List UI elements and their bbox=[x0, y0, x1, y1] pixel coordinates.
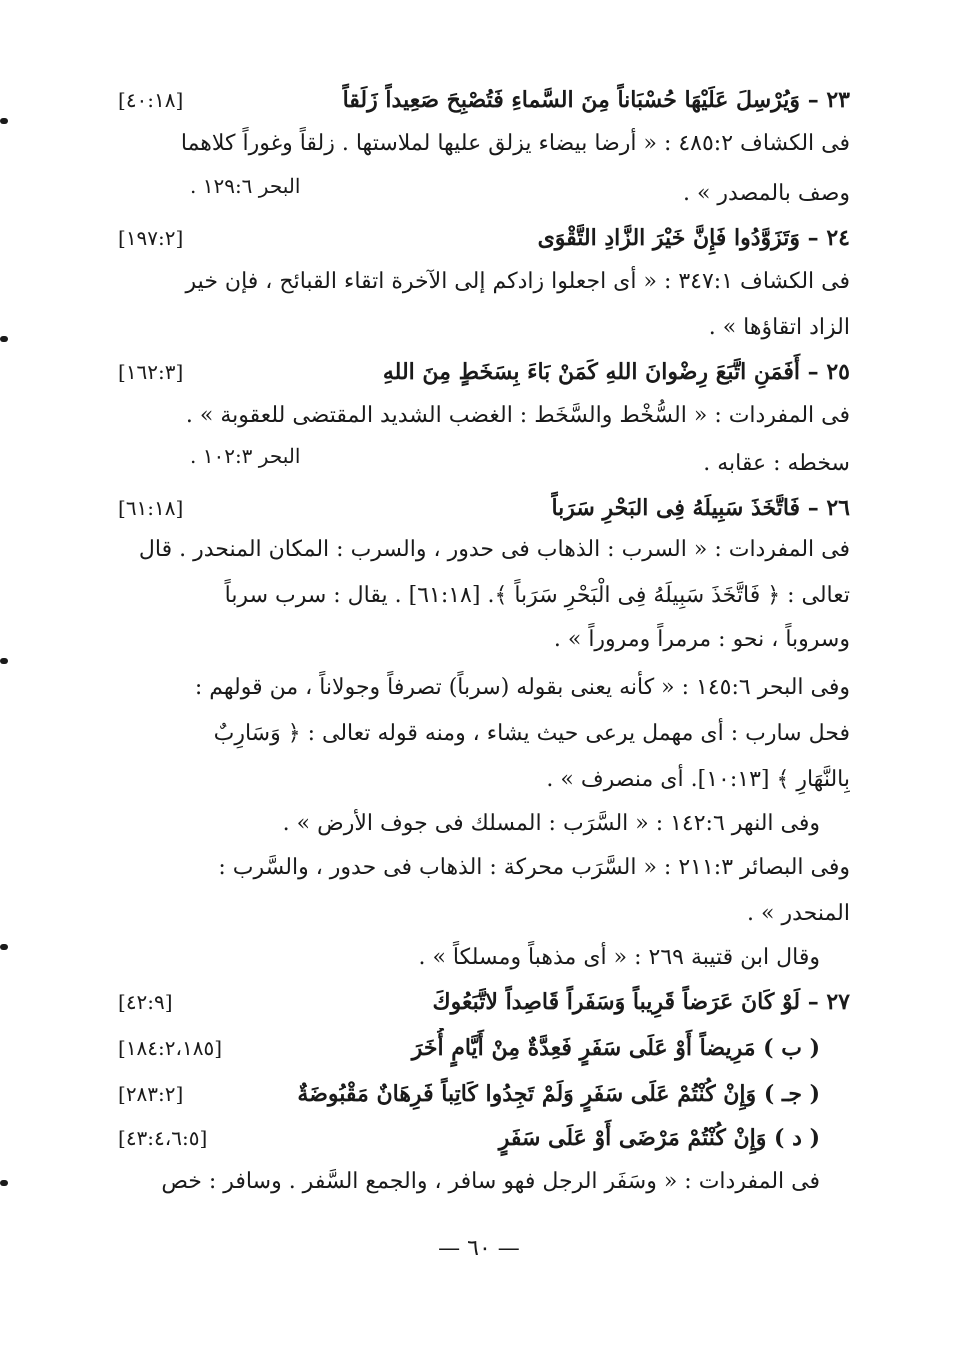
verse-line-24 bbox=[110, 218, 850, 258]
verse-line-27 bbox=[110, 982, 850, 1022]
text-line bbox=[110, 760, 850, 800]
text-line bbox=[110, 714, 850, 754]
commentary-text: سخطه : عقابه . bbox=[703, 451, 850, 476]
verse-text: ٢٦ – فَاتَّخَذَ سَبِيلَهُ فِى البَحْرِ سَرَباً bbox=[551, 495, 850, 521]
text-line bbox=[110, 530, 850, 570]
commentary-text: فى الكشاف ٤٨٥:٢ : « أرضا بيضاء يزلق عليها لملاستها . زلقاً وغوراً كلاهما bbox=[180, 131, 850, 156]
text-line bbox=[110, 620, 850, 660]
text-line bbox=[110, 894, 850, 934]
commentary-text: فى المفردات : « وسَفَر الرجل فهو سافر ، والجمع السَّفر . وسافر : خص bbox=[161, 1169, 820, 1194]
commentary-text: وقال ابن قتيبة ٢٦٩ : « أى مذهباً ومسلكاً » . bbox=[418, 945, 820, 970]
commentary-text: تعالى : ﴿ فَاتَّخَذَ سَبِيلَهُ فِى الْبَحْرِ سَرَباً ﴾. [٦١:١٨] . يقال : سرب سرباً bbox=[224, 583, 850, 608]
text-line bbox=[110, 1162, 850, 1202]
commentary-text: وسروباً ، نحو : مرمراً ومروراً » . bbox=[553, 627, 850, 652]
text-line bbox=[110, 848, 850, 888]
verse-line-26 bbox=[110, 488, 850, 528]
verse-text: ٢٥ – أَفَمَنِ اتَّبَعَ رِضْوانَ اللهِ كَمَنْ بَاءَ بِسَخَطٍ مِنَ اللهِ bbox=[382, 359, 850, 385]
commentary-text: وفى البصائر ٢١١:٣ : « السَّرَب محركة : الذهاب فى حدور ، والسَّرب : bbox=[218, 855, 850, 880]
commentary-text: المنحدر » . bbox=[747, 901, 850, 926]
verse-line-27c bbox=[110, 1074, 850, 1114]
verse-reference: [٦١:١٨] bbox=[118, 496, 184, 520]
text-line bbox=[110, 804, 850, 844]
commentary-text: فى المفردات : « السُّخْط والسَّخَط : الغضب الشديد المقتضى للعقوبة » . bbox=[185, 403, 850, 428]
verse-text: ( د ) وَإِنْ كُنْتُمْ مَرْضَى أَوْ عَلَى سَفَرٍ bbox=[498, 1125, 820, 1151]
commentary-text: بِالنَّهَارِ ﴾ [١٠:١٣]. أى منصرف » . bbox=[546, 767, 850, 792]
source-citation: البحر ١٠٢:٣ . bbox=[190, 444, 301, 468]
commentary-text: فحل سارب : أى مهمل يرعى حيث يشاء ، ومنه قوله تعالى : ﴿ وَسَارِبٌ bbox=[213, 721, 850, 746]
commentary-text: فى المفردات : « السرب : الذهاب فى حدور ، والسرب : المكان المنحدر . قال bbox=[138, 537, 850, 562]
verse-reference: [٤٣:٤،٦:٥] bbox=[118, 1126, 208, 1150]
verse-reference: [١٨٤:٢،١٨٥] bbox=[118, 1036, 223, 1060]
verse-line-23 bbox=[110, 80, 850, 120]
text-line bbox=[110, 938, 850, 978]
text-line bbox=[110, 396, 850, 436]
verse-reference: [٢٨٣:٢] bbox=[118, 1082, 184, 1106]
verse-line-25 bbox=[110, 352, 850, 392]
verse-reference: [٤٠:١٨] bbox=[118, 88, 184, 112]
text-line bbox=[110, 262, 850, 302]
margin-mark bbox=[0, 1180, 8, 1186]
commentary-text: فى الكشاف ٣٤٧:١ : « أى اجعلوا زادكم إلى الآخرة اتقاء القبائح ، فإن خير bbox=[185, 269, 850, 294]
commentary-text: وفى البحر ١٤٥:٦ : « كأنه يعنى بقوله (سرباً) تصرفاً وجولاناً ، من قولهم : bbox=[194, 675, 850, 700]
verse-reference: [١٦٢:٣] bbox=[118, 360, 184, 384]
commentary-text: وصف بالمصدر » . bbox=[682, 181, 850, 206]
verse-reference: [١٩٧:٢] bbox=[118, 226, 184, 250]
verse-text: ( ب ) مَرِيضاً أَوْ عَلَى سَفَرٍ فَعِدَّةٌ مِنْ أَيَّامٍ أُخَرَ bbox=[411, 1035, 820, 1061]
verse-text: ( جـ ) وَإِنْ كُنْتُمْ عَلَى سَفَرٍ وَلَمْ تَجِدُوا كَاتِباً فَرِهَانٌ مَقْبُوضَةٌ bbox=[297, 1081, 820, 1107]
page-number: — ٦٠ — bbox=[438, 1236, 520, 1261]
verse-text: ٢٤ – وَتَزَوَّدُوا فَإِنَّ خَيْرَ الزَّادِ التَّقْوَى bbox=[537, 225, 850, 251]
verse-line-27d bbox=[110, 1118, 850, 1158]
text-line bbox=[110, 668, 850, 708]
verse-reference: [٤٢:٩] bbox=[118, 990, 173, 1014]
margin-mark bbox=[0, 336, 8, 342]
text-line bbox=[110, 444, 850, 484]
commentary-text: وفى النهر ١٤٢:٦ : « السَّرَب : المسلك فى جوف الأرض » . bbox=[282, 811, 820, 836]
text-line bbox=[110, 124, 850, 164]
verse-text: ٢٣ – وَيُرْسِلَ عَلَيْهَا حُسْبَاناً مِنَ السَّماءِ فَتُصْبِحَ صَعِيداً زَلَقاً bbox=[342, 87, 850, 113]
margin-mark bbox=[0, 658, 8, 664]
verse-line-27b bbox=[110, 1028, 850, 1068]
text-line bbox=[110, 308, 850, 348]
text-line bbox=[110, 576, 850, 616]
margin-mark bbox=[0, 118, 8, 124]
source-citation: البحر ١٢٩:٦ . bbox=[190, 174, 301, 198]
margin-mark bbox=[0, 944, 8, 950]
commentary-text: الزاد اتقاؤها » . bbox=[708, 315, 850, 340]
verse-text: ٢٧ – لَوْ كَانَ عَرَضاً قَرِيباً وَسَفَراً قَاصِداً لاتَّبَعُوكَ bbox=[432, 989, 850, 1015]
text-line bbox=[110, 174, 850, 214]
